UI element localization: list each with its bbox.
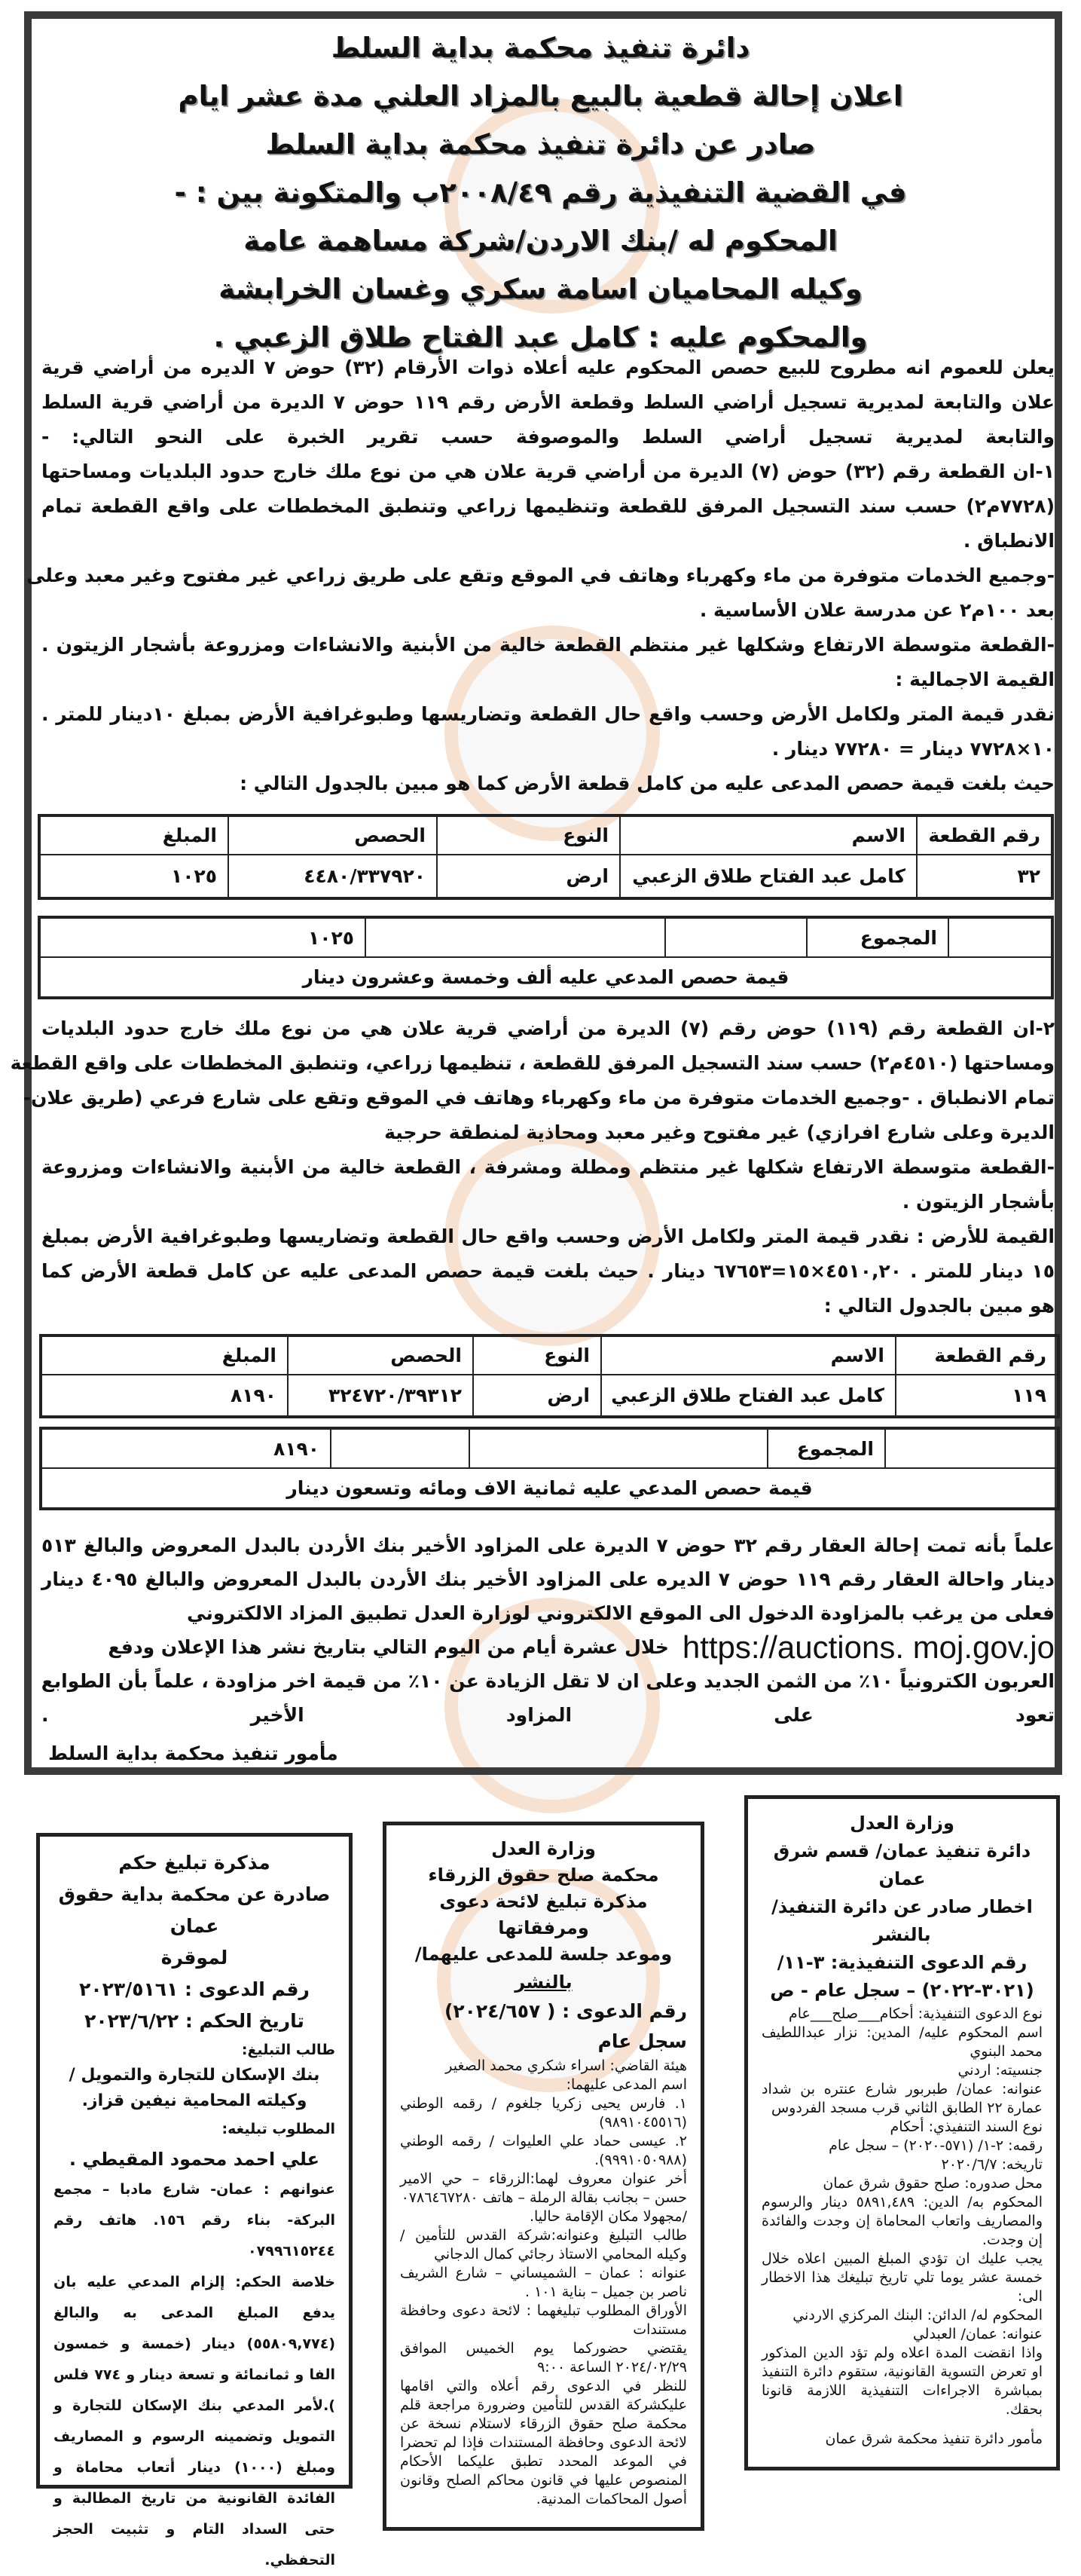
heading: لموقرة bbox=[160, 1947, 228, 1969]
text-line: ١٠×٧٧٢٨ دينار = ٧٧٢٨٠ دينار . bbox=[771, 738, 1055, 760]
heading: محكمة صلح حقوق الزرقاء bbox=[428, 1865, 659, 1886]
heading: وزارة العدل bbox=[491, 1838, 596, 1859]
plot-32-description bbox=[26, 350, 1055, 801]
body-paragraph: محل صدوره: صلح حقوق شرق عمان bbox=[823, 2175, 1043, 2192]
auction-link-row bbox=[41, 1630, 1055, 1664]
cell-type: ارض bbox=[473, 1375, 601, 1417]
cell-shares: ٣٢٤٧٢٠/٣٩٣١٢ bbox=[288, 1375, 473, 1417]
case-number-cont: (٣٠٢١-٢٠٢٢) – سجل عام - ص bbox=[770, 1980, 1034, 2001]
empty-cell bbox=[665, 917, 807, 957]
col-header-plot-number: رقم القطعة bbox=[917, 815, 1052, 855]
empty-cell bbox=[948, 917, 1052, 957]
header-line: صادر عن دائرة تنفيذ محكمة بداية السلط bbox=[265, 128, 816, 161]
total-amount: ١٠٢٥ bbox=[39, 917, 365, 957]
body-paragraph: المحكوم له/ الدائن: البنك المركزي الاردني bbox=[792, 2307, 1043, 2324]
text-line: يعلن للعموم انه مطروح للبيع حصص المحكوم عليه أعلاه ذوات الأرقام (٣٢) حوض ٧ الديره من أراضي قرية bbox=[41, 356, 1055, 378]
body-paragraph: عنوانه: عمان/ العبدلي bbox=[912, 2326, 1043, 2342]
notice-header bbox=[45, 24, 1036, 362]
body-paragraph: يجب عليك ان تؤدي المبلغ المبين اعلاه خلال خمسة عشر يوما تلي تاريخ تبليغك هذا الاخطار الى: bbox=[762, 2250, 1043, 2305]
case-number: رقم الدعوى : ( ٢٠٢٤/٦٥٧) سجل عام bbox=[444, 2000, 687, 2052]
header-line: في القضية التنفيذية رقم ٢٠٠٨/٤٩ب والمتكونة بين : - bbox=[174, 176, 907, 209]
header-line: والمحكوم عليه : كامل عبد الفتاح طلاق الزعبي . bbox=[213, 321, 868, 353]
col-header-name: الاسم bbox=[620, 815, 917, 855]
address: عنوانهم : عمان- شارع مادبا – مجمع البركة- بناء رقم ١٥٦. هاتف رقم ٠٧٩٩٦١٥٢٤٤ bbox=[53, 2181, 335, 2259]
body-paragraph: /مجهولا مكان الإقامة حاليا. bbox=[529, 2208, 687, 2225]
heading: بالنشر bbox=[515, 1972, 573, 1993]
body-paragraph: تاريخه: ٢٠٢٠/٦/٧ bbox=[941, 2156, 1043, 2173]
table-row bbox=[41, 1375, 1058, 1417]
body-paragraph: اسم المدعى عليهما: bbox=[566, 2076, 687, 2093]
col-header-shares: الحصص bbox=[288, 1335, 473, 1375]
body-paragraph: نوع السند التنفيذي: أحكام bbox=[890, 2119, 1043, 2135]
cell-amount: ٨١٩٠ bbox=[41, 1375, 288, 1417]
requester-label: طالب التبليغ: bbox=[241, 2042, 335, 2058]
signature: مأمور تنفيذ محكمة بداية السلط bbox=[48, 1742, 338, 1764]
col-header-type: النوع bbox=[437, 815, 620, 855]
auction-website-link[interactable]: https://auctions. moj.gov.jo bbox=[682, 1629, 1055, 1665]
judgment-summary: خلاصة الحكم: إلزام المدعي عليه بان يدفع المبلغ المدعى به والبالغ (٥٥٨٠٩,٧٧٤) دينار (خمسة و خمسون الفا و ثمانمائة و تسعة دينار و ٧٧٤ فلس ).لأمر المدعي بنك الإسكان للتجارة و التمويل وتضمينه الرسوم و المصاريف ومبلغ (١٠٠٠) دينار أتعاب محاماة و الفائدة القانونية من تاريخ المطالبة و حتى السداد التام و تثبيت الحجز التحفظي. bbox=[53, 2274, 335, 2568]
empty-cell bbox=[885, 1428, 1058, 1468]
case-number: رقم الدعوى التنفيذية: ٣-١١/ bbox=[777, 1952, 1028, 1973]
body-paragraph: اسم المحكوم عليه/ المدين: نزار عبداللطيف محمد البنوي bbox=[762, 2024, 1043, 2060]
heading: مذكرة تبليغ لائحة دعوى ومرفقاتها bbox=[439, 1891, 648, 1938]
heading: صادرة عن محكمة بداية حقوق عمان bbox=[58, 1883, 331, 1937]
notice-body bbox=[400, 2057, 687, 2509]
cell-amount: ١٠٢٥ bbox=[39, 855, 228, 898]
text-line: هو مبين بالجدول التالي : bbox=[823, 1295, 1055, 1317]
text-line: العربون الكترونياً ١٠٪ من الثمن الجديد وعلى ان لا تقل الزيادة عن ١٠٪ من قيمة اخر مزاودة ، علماً بأن الطوابع bbox=[41, 1670, 1055, 1692]
lawsuit-notice-box bbox=[383, 1822, 704, 2531]
header-line: اعلان إحالة قطعية بالبيع بالمزاد العلني مدة عشر ايام bbox=[178, 80, 903, 112]
text-line: الديرة وعلى شارع افرازي) غير مفتوح وغير معبد ومحاذية لمنطقة حرجية bbox=[384, 1121, 1055, 1143]
heading: بالنشر bbox=[873, 1924, 931, 1945]
cell-plot-number: ١١٩ bbox=[896, 1375, 1058, 1417]
cell-plot-number: ٣٢ bbox=[917, 855, 1052, 898]
body-paragraph: هيئة القاضي: اسراء شكري محمد الصغير bbox=[445, 2057, 687, 2074]
text-line: بعد ١٠٠م٢ عن مدرسة علان الأساسية . bbox=[699, 599, 1055, 621]
text-line: -القطعة متوسطة الارتفاع وشكلها غير منتظم القطعة خالية من الأبنية والانشاءات ومزروعة بأشجار الزيتون . bbox=[41, 634, 1055, 656]
body-paragraph: يقتضي حضوركما يوم الخميس الموافق ٢٠٢٤/٠٢/٢٩ الساعة ٩:٠٠ bbox=[400, 2340, 687, 2376]
deposit-paragraph bbox=[41, 1664, 1055, 1732]
text-line: القيمة للأرض : نقدر قيمة المتر ولكامل الأرض وحسب واقع حال القطعة وتضاريسها وطبوغرافية الأرض بمبلغ bbox=[41, 1225, 1055, 1247]
text-line: ١٥ دينار للمتر . ٤٥١٠,٢٠×١٥=٦٧٦٥٣ دينار . حيث بلغت قيمة حصص المدعى عليه عن كامل قطعة الأرض كما bbox=[41, 1260, 1055, 1282]
body-paragraph: رقمه: ٢-١/ (٥٧١-٢٠٢٠) – سجل عام bbox=[829, 2137, 1043, 2154]
body-paragraph: ٢. عيسى حماد علي العليوات / رقمه الوطني (٩٩٩١٠٥٠٩٨٨). bbox=[400, 2133, 687, 2168]
text-line: الانطباق . bbox=[963, 530, 1055, 552]
total-in-words: قيمة حصص المدعي عليه ثمانية الاف ومائه وتسعون دينار bbox=[41, 1468, 1058, 1509]
plot-32-total-table bbox=[38, 916, 1054, 999]
judgment-notice-box bbox=[36, 1833, 353, 2568]
body-paragraph: طالب التبليغ وعنوانه:شركة القدس للتأمين / وكيله المحامي الاستاذ رجائي كمال الدجاني bbox=[400, 2227, 687, 2262]
col-header-name: الاسم bbox=[601, 1335, 896, 1375]
text-line: ٢-ان القطعة رقم (١١٩) حوض رقم (٧) الديرة من أراضي قرية علان هي من نوع ملك خارج حدود البلديات bbox=[41, 1017, 1055, 1039]
text-line: ١-ان القطعة رقم (٣٢) حوض (٧) الديرة من أراضي قرية علان هي من نوع ملك خارج حدود البلديات ومساحتها bbox=[41, 460, 1055, 482]
col-header-plot-number: رقم القطعة bbox=[896, 1335, 1058, 1375]
text-line: القيمة الاجمالية : bbox=[895, 668, 1055, 690]
referral-paragraph bbox=[41, 1528, 1055, 1630]
empty-cell bbox=[365, 917, 665, 957]
body-paragraph: نوع الدعوى التنفيذية: أحكام___صلح___عام bbox=[789, 2005, 1043, 2022]
cell-type: ارض bbox=[437, 855, 620, 898]
body-paragraph: المحكوم به/ الدين: ٥٨٩١,٤٨٩ دينار والرسوم والمصاريف واتعاب المحاماة إن وجدت والفائدة إن وجدت. bbox=[762, 2194, 1043, 2248]
empty-cell bbox=[469, 1428, 768, 1468]
case-number: رقم الدعوى : ٢٠٢٣/٥١٦١ bbox=[79, 1978, 310, 2000]
referral-note bbox=[41, 1528, 1055, 1732]
text-line: -القطعة متوسطة الارتفاع شكلها غير منتظم ومطلة ومشرفة ، القطعة خالية من الأبنية والانشاءات ومزروعة bbox=[41, 1156, 1055, 1178]
heading: مذكرة تبليغ حكم bbox=[118, 1852, 270, 1874]
text-line: نقدر قيمة المتر ولكامل الأرض وحسب واقع حال القطعة وتضاريسها وطبوغرافية الأرض بمبلغ ١٠دينار للمتر . bbox=[41, 703, 1055, 725]
col-header-type: النوع bbox=[473, 1335, 601, 1375]
text-line: (٧٧٢٨م٢) حسب سند التسجيل المرفق للقطعة وتنظيمها زراعي وتنطبق المخططات على واقع القطعة تمام bbox=[41, 495, 1055, 517]
notice-body bbox=[762, 2005, 1043, 2419]
table-row bbox=[39, 855, 1052, 898]
body-paragraph: جنسيته: اردني bbox=[957, 2062, 1043, 2079]
requester: بنك الإسكان للتجارة والتمويل / وكيلته المحامية نيفين قزاز. bbox=[69, 2066, 320, 2110]
body-paragraph: عنوانه : عمان – الشميساني – شارع الشريف ناصر بن جميل – بناية ١٠١ . bbox=[400, 2265, 687, 2300]
text-line: دينار واحالة العقار رقم ١١٩ حوض ٧ الديره على المزاود الأخير بنك الأردن بالبدل المعروض والبالغ ٤٠٩٥ دينار bbox=[41, 1568, 1055, 1590]
text-line: علماً بأنه تمت إحالة العقار رقم ٣٢ حوض ٧ الديرة على المزاود الأخير بنك الأردن بالبدل المعروض والبالغ ٥١٣ bbox=[41, 1534, 1055, 1556]
body-paragraph: الأوراق المطلوب تبليغهما : لائحة دعوى وحافظة مستندات bbox=[400, 2302, 687, 2338]
header-line: دائرة تنفيذ محكمة بداية السلط bbox=[331, 32, 750, 64]
total-in-words: قيمة حصص المدعي عليه ألف وخمسة وعشرون دينار bbox=[39, 957, 1052, 998]
body-paragraph: أخر عنوان معروف لهما:الزرقاء – حي الامير حسن – بجانب بقالة الرملة – هاتف ٠٧٨٦٤٦٧٢٨٠ bbox=[400, 2171, 687, 2206]
judgment-date: تاريخ الحكم : ٢٠٢٣/٦/٢٢ bbox=[84, 2010, 304, 2032]
target-label: المطلوب تبليغه: bbox=[221, 2121, 335, 2137]
heading: وموعد جلسة للمدعى عليهما/ bbox=[414, 1944, 673, 1965]
total-amount: ٨١٩٠ bbox=[41, 1428, 331, 1468]
text-line: فعلى من يرغب بالمزاودة الدخول الى الموقع الالكتروني لوزارة العدل تطبيق المزاد الالكتروني bbox=[187, 1602, 1055, 1624]
empty-cell bbox=[331, 1428, 469, 1468]
signature: مأمور دائرة تنفيذ محكمة شرق عمان bbox=[825, 2431, 1043, 2447]
col-header-amount: المبلغ bbox=[39, 815, 228, 855]
target-name: علي احمد محمود المقيطي . bbox=[69, 2149, 320, 2170]
cell-name: كامل عبد الفتاح طلاق الزعبي bbox=[601, 1375, 896, 1417]
heading: وزارة العدل bbox=[850, 1813, 954, 1834]
col-header-amount: المبلغ bbox=[41, 1335, 288, 1375]
plot-119-description bbox=[10, 1011, 1055, 1323]
deadline-text: خلال عشرة أيام من اليوم التالي بتاريخ نشر هذا الإعلان ودفع bbox=[108, 1636, 669, 1658]
cell-name: كامل عبد الفتاح طلاق الزعبي bbox=[620, 855, 917, 898]
text-line: بأشجار الزيتون . bbox=[902, 1191, 1055, 1213]
text-line: والتابعة لمديرية تسجيل أراضي السلط والموصوفة حسب تقرير الخبرة على النحو التالي: - bbox=[41, 426, 1055, 448]
heading: دائرة تنفيذ عمان/ قسم شرق عمان bbox=[773, 1840, 1031, 1889]
text-line: حيث بلغت قيمة حصص المدعى عليه من كامل قطعة الأرض كما هو مبين بالجدول التالي : bbox=[240, 772, 1055, 794]
body-paragraph: واذا انقضت المدة اعلاه ولم تؤد الدين المذكور او تعرض التسوية القانونية، ستقوم دائرة التنفيذ بمباشرة الاجراءات التنفيذية اللازمة قانونا بحقك. bbox=[762, 2345, 1043, 2418]
total-label: المجموع bbox=[768, 1428, 885, 1468]
execution-notice-box bbox=[744, 1795, 1060, 2470]
text-line: -وجميع الخدمات متوفرة من ماء وكهرباء وهاتف في الموقع وتقع على طريق زراعي غير مفتوح وغير معبد وعلى bbox=[26, 564, 1055, 586]
plot-119-table bbox=[39, 1334, 1060, 1418]
body-paragraph: ١. فارس يحيى زكريا جلغوم / رقمه الوطني (٩٨٩١٠٤٥٥١٦) bbox=[400, 2095, 687, 2131]
plot-119-total-table bbox=[39, 1427, 1060, 1510]
text-line: تعود على المزاود الأخير . bbox=[41, 1704, 1055, 1726]
heading: اخطار صادر عن دائرة التنفيذ/ bbox=[771, 1896, 1033, 1917]
header-line: المحكوم له /بنك الاردن/شركة مساهمة عامة bbox=[243, 225, 838, 257]
text-line: تمام الانطباق . -وجميع الخدمات متوفرة من ماء وكهرباء وهاتف في الموقع وتقع على شارع فرعي (طريق علان- bbox=[23, 1087, 1055, 1109]
header-line: وكيله المحاميان اسامة سكري وغسان الخرابشة bbox=[218, 273, 863, 305]
cell-shares: ٤٤٨٠/٣٣٧٩٢٠ bbox=[228, 855, 437, 898]
total-label: المجموع bbox=[807, 917, 948, 957]
col-header-shares: الحصص bbox=[228, 815, 437, 855]
body-paragraph: للنظر في الدعوى رقم أعلاه والتي اقامها عليكشركة القدس للتأمين وضرورة مراجعة قلم محكمة صلح حقوق الزرقاء لاستلام نسخة عن لائحة الدعوى وحافظة المستندات فإذا لم تحضرا في الموعد المحدد تطبق عليكما الأحكام المنصوص عليها في قانون محاكم الصلح وقانون أصول المحاكمات المدنية. bbox=[400, 2378, 687, 2507]
text-line: ومساحتها (٤٥١٠م٢) حسب سند التسجيل المرفق للقطعة ، تنظيمها زراعي، وتنطبق المخططات على واقع القطعة bbox=[10, 1052, 1055, 1074]
text-line: علان والتابعة لمديرية تسجيل أراضي السلط وقطعة الأرض رقم ١١٩ حوض ٧ الديرة من أراضي قرية السلط bbox=[41, 391, 1055, 413]
plot-32-table bbox=[38, 814, 1054, 900]
body-paragraph: عنوانه: عمان/ طبربور شارع عنتره بن شداد عمارة ٢٢ الطابق الثاني قرب مسجد الفردوس bbox=[762, 2081, 1043, 2116]
